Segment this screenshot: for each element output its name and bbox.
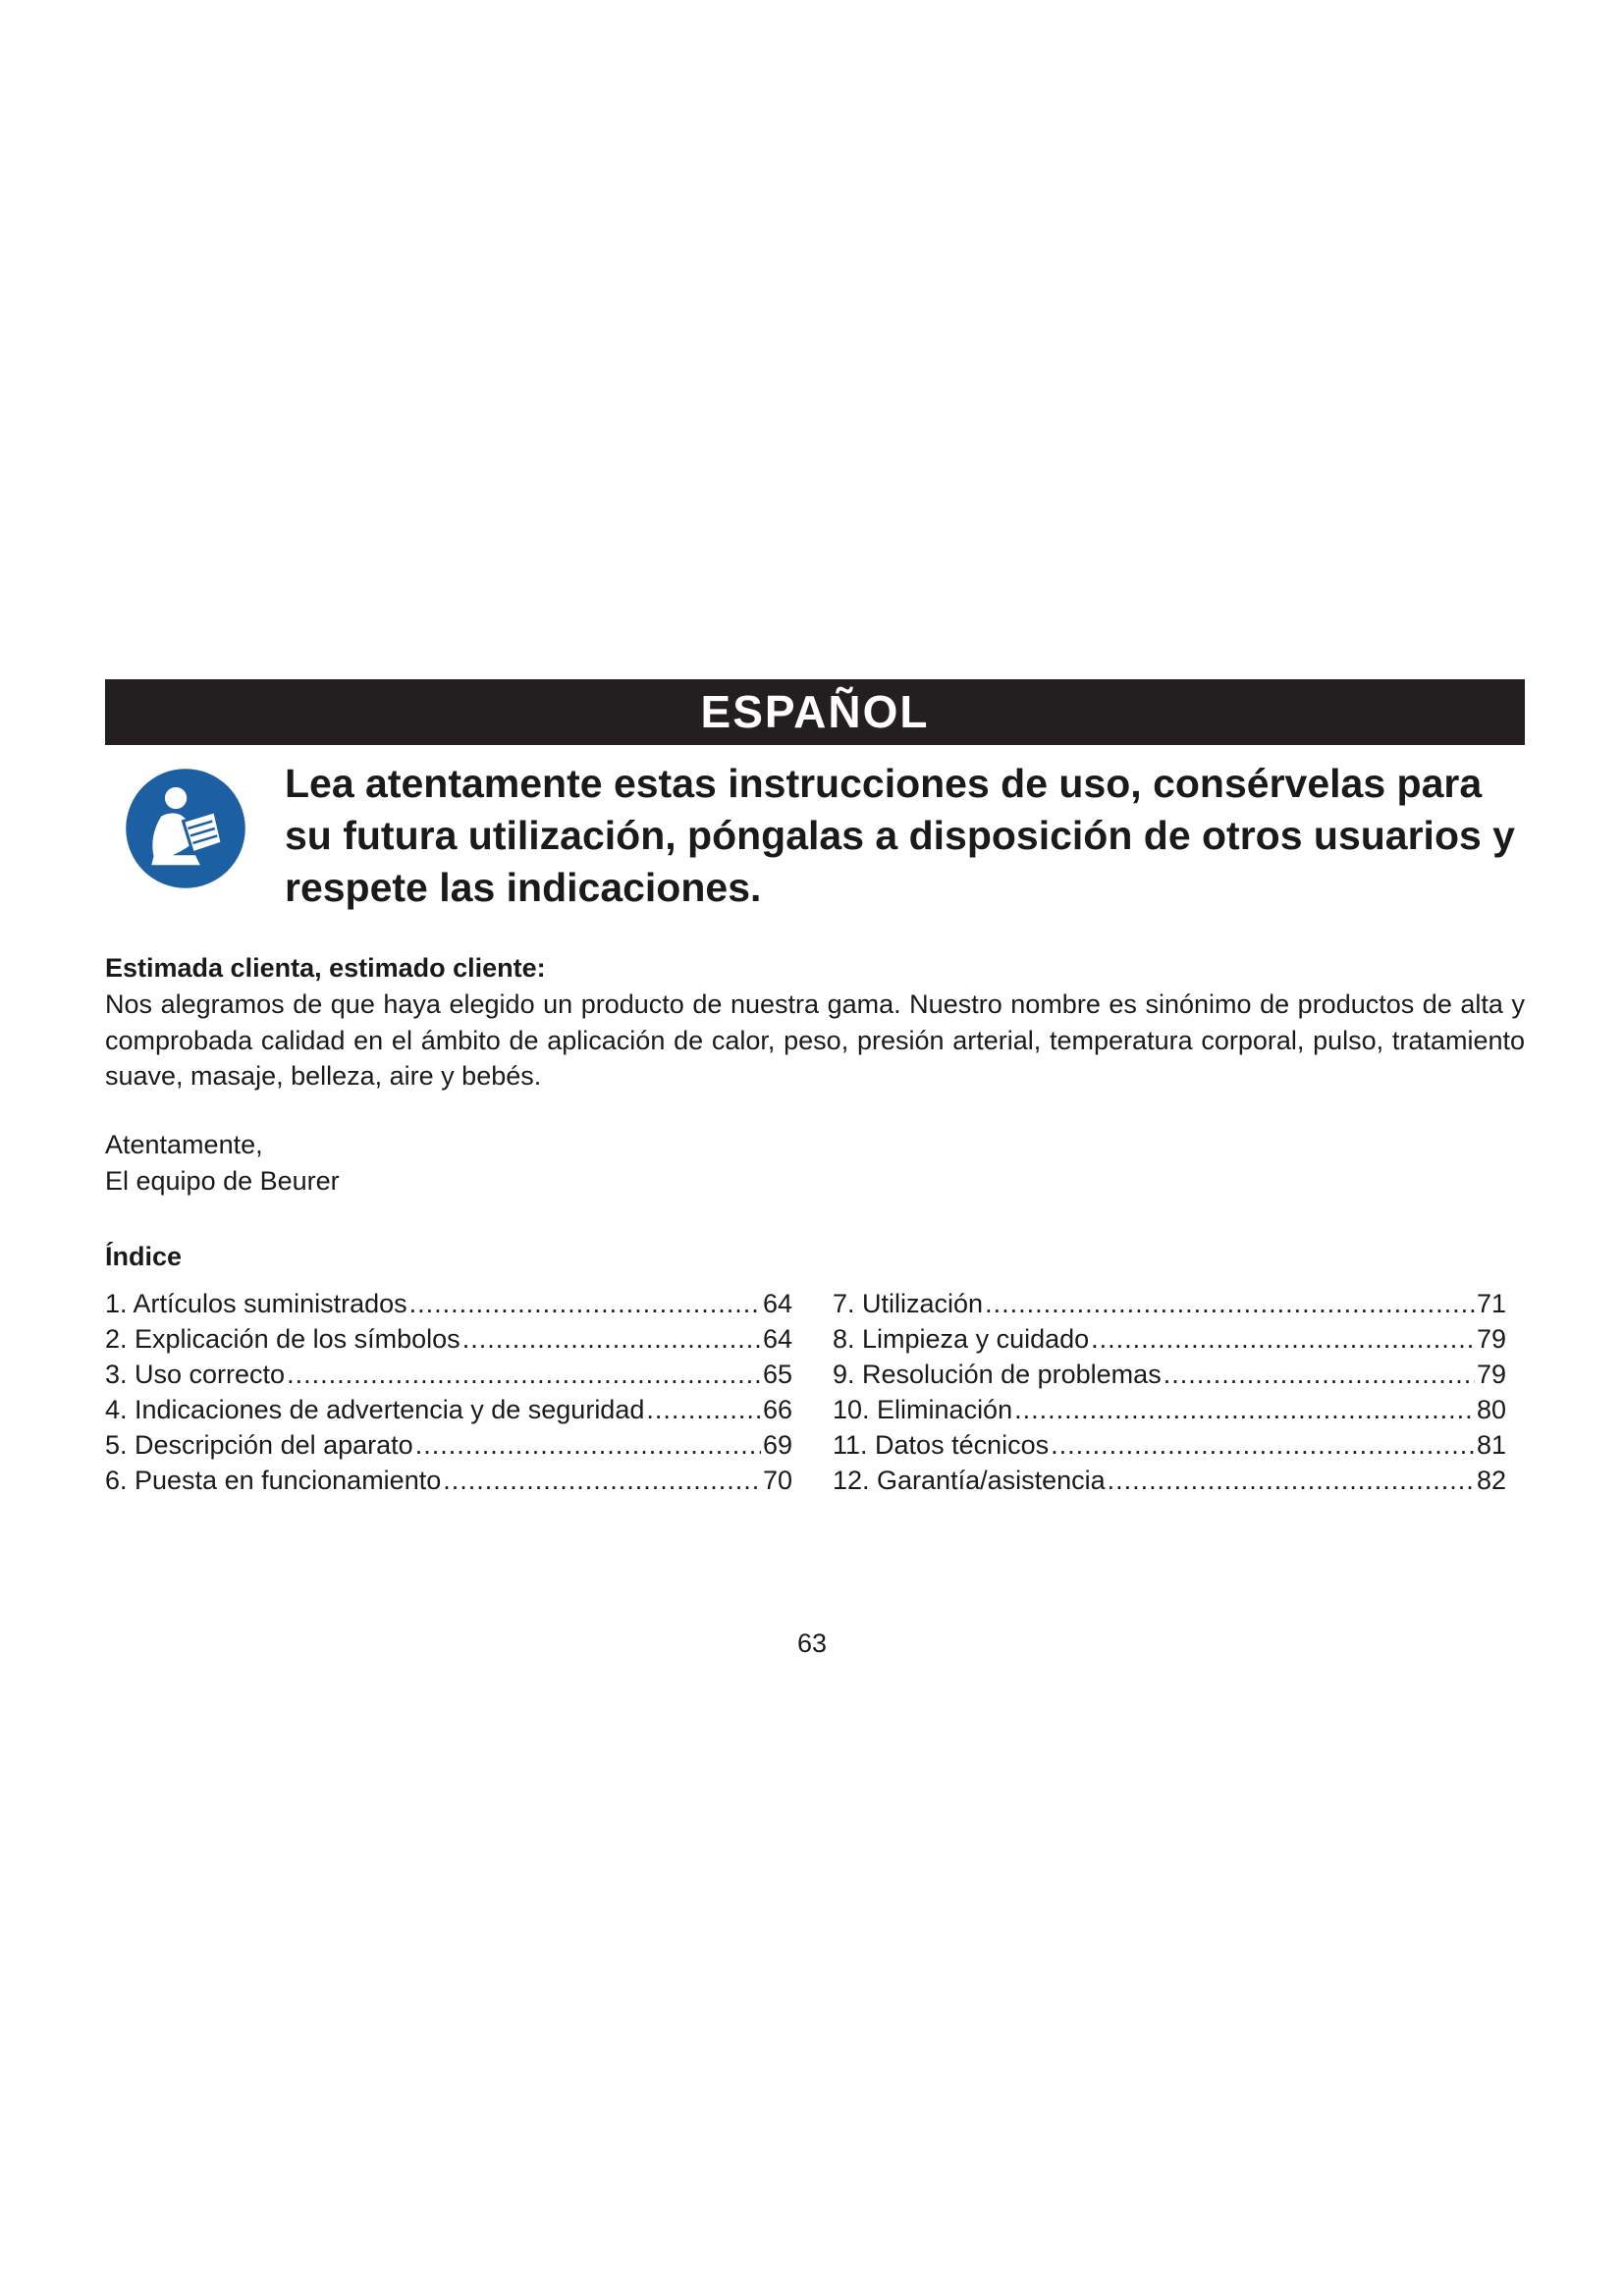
toc-item[interactable] xyxy=(105,1357,792,1392)
toc-column-right xyxy=(833,1286,1506,1498)
toc-item[interactable] xyxy=(833,1427,1506,1463)
toc-item-label: 4. Indicaciones de advertencia y de seguridad xyxy=(105,1395,645,1424)
toc-item-page: 64 xyxy=(762,1289,792,1318)
toc-item-page: 79 xyxy=(1476,1324,1506,1354)
intro-paragraph: Nos alegramos de que haya elegido un producto de nuestra gama. Nuestro nombre es sinónimo de productos de alta y comprobada calidad en el ámbito de aplicación de calor, peso, presión arterial, temperatura corporal, pulso, tratamiento suave, masaje, belleza, aire y bebés. xyxy=(105,989,1525,1091)
toc-item[interactable] xyxy=(105,1392,792,1427)
read-manual-icon xyxy=(125,768,246,889)
toc-leader-dots xyxy=(1014,1392,1475,1427)
toc-item-page: 66 xyxy=(762,1395,792,1424)
toc-item-label: 6. Puesta en funcionamiento xyxy=(105,1466,442,1495)
page-number: 63 xyxy=(796,1629,828,1658)
toc-leader-dots xyxy=(985,1286,1475,1321)
toc-item-label: 8. Limpieza y cuidado xyxy=(833,1324,1090,1354)
toc-leader-dots xyxy=(646,1392,761,1427)
toc-item-label: 3. Uso correcto xyxy=(105,1360,286,1389)
language-header-bar xyxy=(105,679,1525,745)
intro-instructions: Lea atentamente estas instrucciones de uso, consérvelas para su futura utilización, póngalas a disposición de otros usuarios y respete las indicaciones. xyxy=(285,761,1515,910)
index-title: Índice xyxy=(105,1242,183,1271)
closing-line-2: El equipo de Beurer xyxy=(105,1166,340,1196)
toc-item-page: 81 xyxy=(1476,1430,1506,1460)
toc-item-label: 5. Descripción del aparato xyxy=(105,1430,413,1460)
closing-line-1: Atentamente, xyxy=(105,1130,263,1159)
toc-item-page: 82 xyxy=(1476,1466,1506,1495)
toc-item-label: 2. Explicación de los símbolos xyxy=(105,1324,460,1354)
toc-item[interactable] xyxy=(833,1463,1506,1498)
toc-leader-dots xyxy=(443,1463,761,1498)
toc-item-page: 64 xyxy=(762,1324,792,1354)
greeting: Estimada clienta, estimado cliente: xyxy=(105,953,546,983)
toc-item[interactable] xyxy=(833,1392,1506,1427)
toc-item[interactable] xyxy=(833,1321,1506,1357)
toc-item-page: 79 xyxy=(1476,1360,1506,1389)
toc-item[interactable] xyxy=(833,1286,1506,1321)
language-title: ESPAÑOL xyxy=(700,686,930,737)
toc-leader-dots xyxy=(1164,1357,1475,1392)
toc-item-label: 12. Garantía/asistencia xyxy=(833,1466,1106,1495)
toc-item-label: 1. Artículos suministrados xyxy=(105,1289,407,1318)
toc-item-page: 71 xyxy=(1476,1289,1506,1318)
toc-item[interactable] xyxy=(105,1427,792,1463)
toc-item[interactable] xyxy=(105,1463,792,1498)
toc-leader-dots xyxy=(287,1357,761,1392)
toc-item-label: 11. Datos técnicos xyxy=(833,1430,1050,1460)
toc-item-page: 70 xyxy=(762,1466,792,1495)
toc-item-label: 7. Utilización xyxy=(833,1289,984,1318)
toc-leader-dots xyxy=(415,1427,761,1463)
toc-item-label: 10. Eliminación xyxy=(833,1395,1013,1424)
toc-item[interactable] xyxy=(833,1357,1506,1392)
toc-item-label: 9. Resolución de problemas xyxy=(833,1360,1162,1389)
toc-leader-dots xyxy=(462,1321,761,1357)
closing xyxy=(105,1127,340,1200)
toc-leader-dots xyxy=(1051,1427,1475,1463)
toc-item[interactable] xyxy=(105,1286,792,1321)
toc-item-page: 80 xyxy=(1476,1395,1506,1424)
toc-leader-dots xyxy=(1091,1321,1475,1357)
toc-leader-dots xyxy=(409,1286,761,1321)
toc-item[interactable] xyxy=(105,1321,792,1357)
toc-leader-dots xyxy=(1108,1463,1475,1498)
toc-item-page: 65 xyxy=(762,1360,792,1389)
toc-column-left xyxy=(105,1286,792,1498)
toc-item-page: 69 xyxy=(762,1430,792,1460)
